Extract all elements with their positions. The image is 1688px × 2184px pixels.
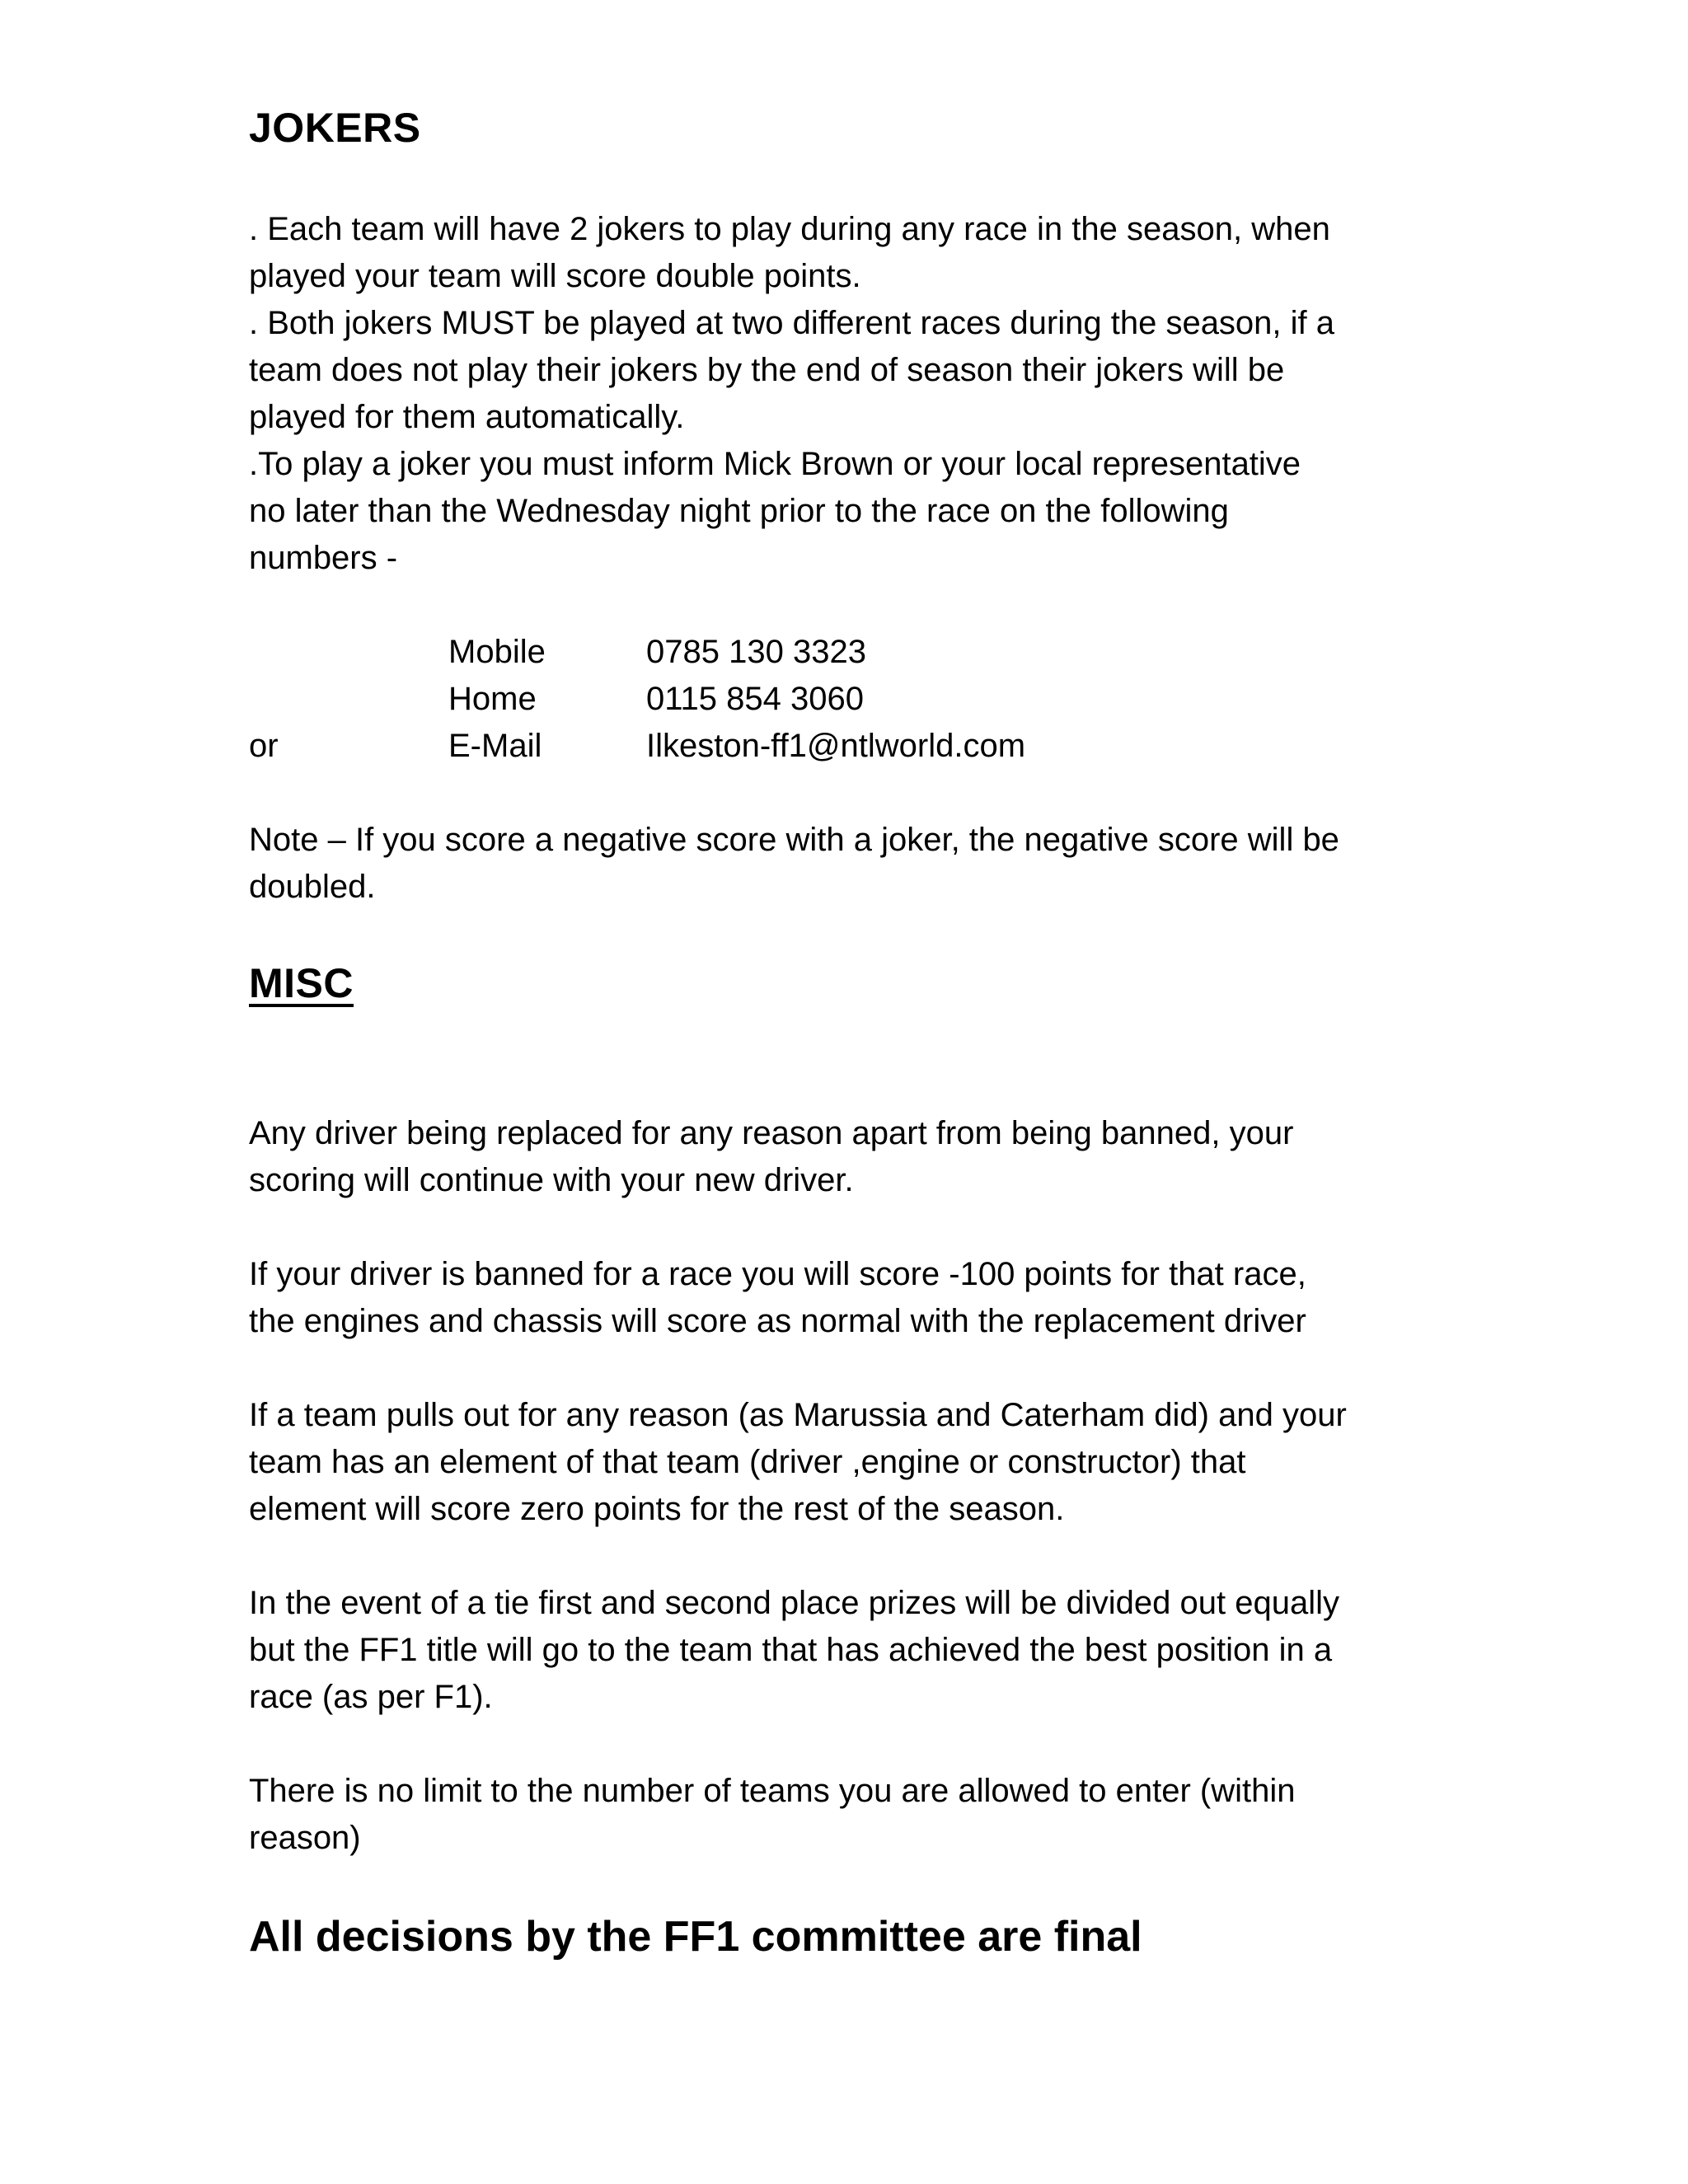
jokers-rule-line: . Both jokers MUST be played at two different races during the season, if a	[249, 305, 1335, 341]
contact-email-value: Ilkeston-ff1@ntlworld.com	[646, 728, 1026, 764]
contact-label: Mobile	[448, 634, 546, 670]
misc-line: Any driver being replaced for any reason apart from being banned, your	[249, 1115, 1294, 1151]
misc-paragraph	[249, 1580, 1469, 1721]
contact-row-mobile	[249, 629, 1469, 676]
jokers-rule-line: no later than the Wednesday night prior to the race on the following	[249, 493, 1229, 529]
contact-value: 0785 130 3323	[646, 634, 866, 670]
misc-line: reason)	[249, 1820, 361, 1856]
contact-row-email	[249, 723, 1469, 770]
misc-line: In the event of a tie first and second place prizes will be divided out equally	[249, 1585, 1340, 1621]
misc-line: race (as per F1).	[249, 1679, 493, 1715]
note-line: doubled.	[249, 869, 376, 905]
jokers-rule-line: . Each team will have 2 jokers to play during any race in the season, when	[249, 211, 1330, 247]
jokers-note	[249, 817, 1469, 911]
contact-label: Home	[448, 681, 537, 717]
contact-value: 0115 854 3060	[646, 681, 864, 717]
misc-line: element will score zero points for the rest of the season.	[249, 1491, 1065, 1527]
contact-label: E-Mail	[448, 728, 542, 764]
jokers-rule-line: .To play a joker you must inform Mick Brown or your local representative	[249, 446, 1301, 482]
misc-line: scoring will continue with your new driver.	[249, 1162, 854, 1198]
jokers-rules	[249, 206, 1469, 582]
misc-line: There is no limit to the number of teams you are allowed to enter (within	[249, 1773, 1296, 1809]
misc-paragraph	[249, 1251, 1469, 1345]
misc-line: team has an element of that team (driver ,engine or constructor) that	[249, 1444, 1246, 1480]
contact-row-home	[249, 676, 1469, 723]
misc-line: If a team pulls out for any reason (as Marussia and Caterham did) and your	[249, 1397, 1347, 1433]
contact-prefix: or	[249, 728, 279, 764]
final-statement: All decisions by the FF1 committee are final	[249, 1913, 1142, 1961]
misc-paragraph	[249, 1392, 1469, 1533]
misc-line: the engines and chassis will score as normal with the replacement driver	[249, 1303, 1306, 1339]
jokers-rule-line: played your team will score double points.	[249, 258, 861, 294]
jokers-rule-line: numbers -	[249, 540, 398, 576]
note-line: Note – If you score a negative score with a joker, the negative score will be	[249, 822, 1339, 858]
jokers-heading: JOKERS	[249, 105, 421, 151]
misc-line: If your driver is banned for a race you will score -100 points for that race,	[249, 1256, 1306, 1292]
misc-paragraph	[249, 1768, 1469, 1862]
misc-line: but the FF1 title will go to the team that has achieved the best position in a	[249, 1632, 1333, 1668]
jokers-rule-line: played for them automatically.	[249, 399, 685, 435]
misc-heading: MISC	[249, 960, 354, 1006]
misc-paragraph	[249, 1110, 1469, 1204]
jokers-rule-line: team does not play their jokers by the end of season their jokers will be	[249, 352, 1285, 388]
